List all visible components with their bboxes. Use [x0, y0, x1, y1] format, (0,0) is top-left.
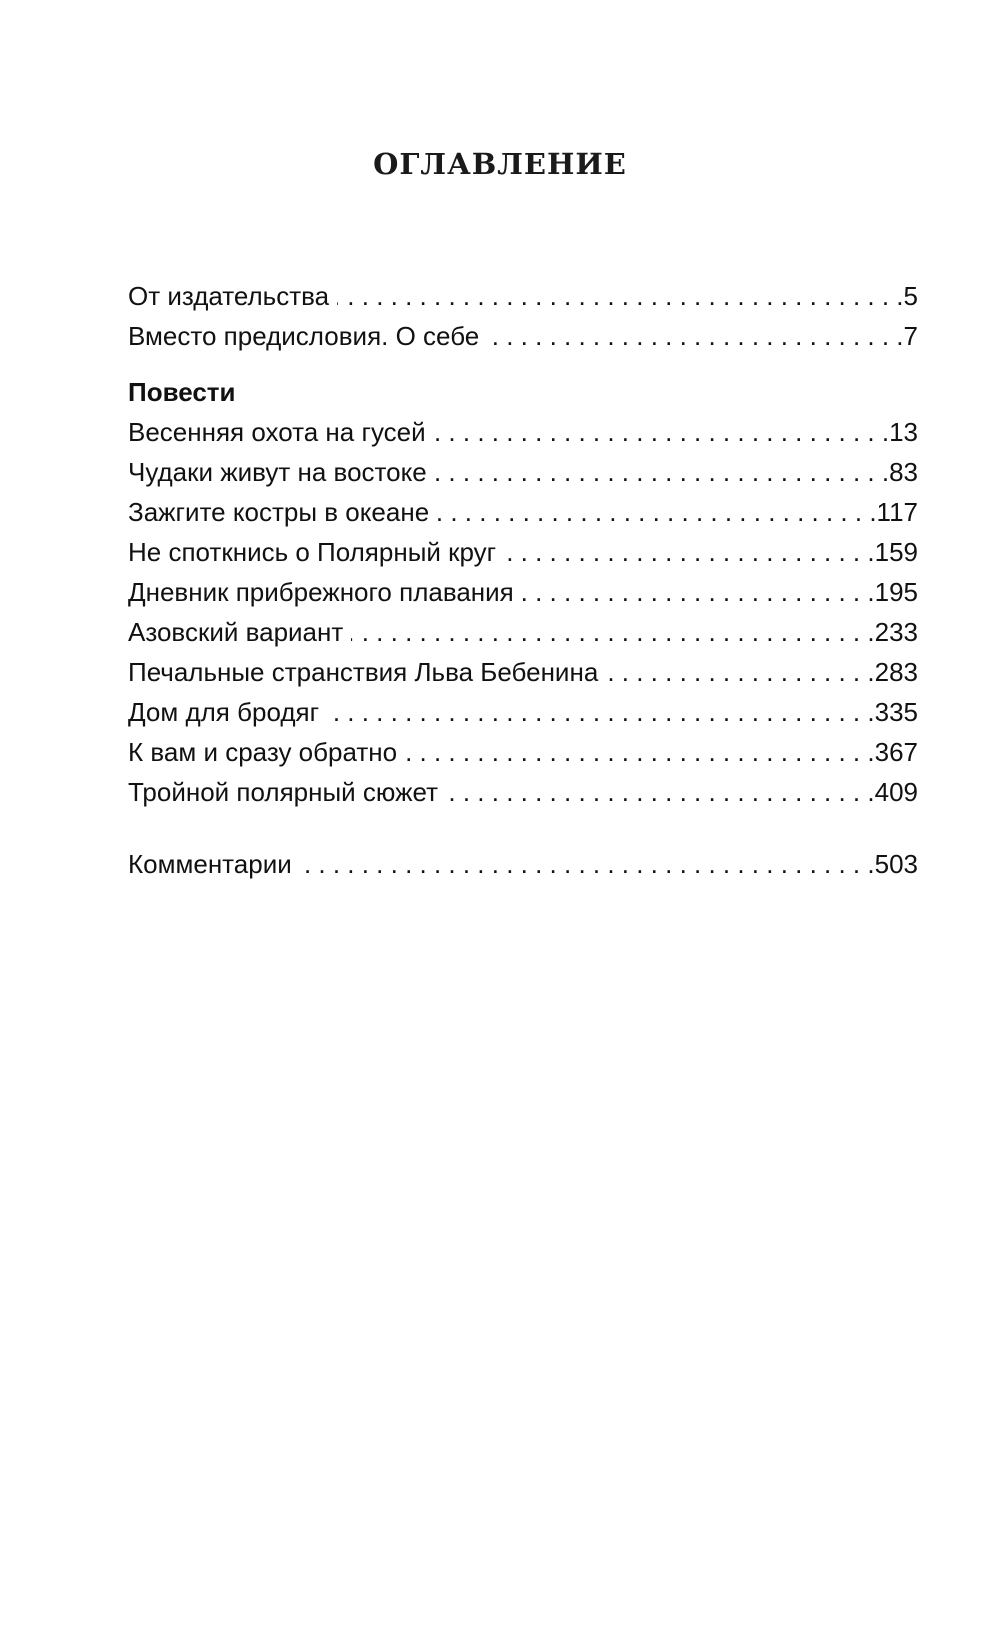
toc-entry-page: 13 [889, 417, 918, 447]
dot-leader [405, 732, 875, 772]
toc-entry[interactable] [128, 412, 918, 452]
toc-entry[interactable] [128, 612, 918, 652]
dot-leader [437, 492, 876, 532]
toc-entry-page: 159 [874, 537, 918, 567]
toc-entry-label: Комментарии [128, 849, 292, 879]
toc-entry-page: 335 [874, 697, 918, 727]
toc-entry-label: К вам и сразу обратно [128, 737, 398, 767]
toc-entry[interactable] [128, 652, 918, 692]
toc-entry-label: Тройной полярный сюжет [128, 777, 439, 807]
dot-leader [522, 572, 875, 612]
dot-leader [435, 452, 889, 492]
toc-entry-page: 83 [889, 457, 918, 487]
toc-entry-publisher-note[interactable] [128, 276, 918, 316]
dot-leader [434, 412, 889, 452]
toc-entry-page: 409 [874, 777, 918, 807]
toc-entry-label: Зажгите костры в океане [128, 497, 430, 527]
toc-entry-label: Дом для бродяг [128, 697, 320, 727]
toc-entry[interactable] [128, 492, 918, 532]
toc-entry-label: От издательства [128, 281, 330, 311]
toc-entry-page: 195 [874, 577, 918, 607]
toc-entry[interactable] [128, 772, 918, 812]
toc-entry-page: 283 [874, 657, 918, 687]
toc-entry-label: Азовский вариант [128, 617, 344, 647]
dot-leader [446, 772, 875, 812]
toc-entry-page: 117 [876, 497, 918, 527]
dot-leader [351, 612, 874, 652]
toc-entry-label: Не споткнись о Полярный круг [128, 537, 497, 567]
toc-entry-page: 367 [874, 737, 918, 767]
spacer [128, 812, 918, 844]
section-heading: Повести [128, 377, 236, 407]
toc-entry-page: 7 [903, 321, 918, 351]
toc-entry[interactable] [128, 692, 918, 732]
toc-entry-page: 233 [874, 617, 918, 647]
toc-entry-label: Печальные странствия Льва Бебенина [128, 657, 599, 687]
dot-leader [487, 316, 903, 356]
page-title: ОГЛАВЛЕНИЕ [373, 147, 627, 181]
toc-entry-page: 5 [903, 281, 918, 311]
dot-leader [504, 532, 874, 572]
toc-entry-comments[interactable] [128, 844, 918, 884]
toc-entry[interactable] [128, 452, 918, 492]
dot-leader [327, 692, 875, 732]
table-of-contents [128, 276, 918, 884]
toc-entry[interactable] [128, 732, 918, 772]
toc-entry-page: 503 [874, 849, 918, 879]
toc-entry-label: Весенняя охота на гусей [128, 417, 426, 447]
toc-entry[interactable] [128, 572, 918, 612]
toc-entry-preface[interactable] [128, 316, 918, 356]
dot-leader [337, 276, 903, 316]
toc-entry-label: Чудаки живут на востоке [128, 457, 427, 487]
dot-leader [606, 652, 874, 692]
dot-leader [300, 844, 875, 884]
toc-entry[interactable] [128, 532, 918, 572]
toc-entry-label: Дневник прибрежного плавания [128, 577, 514, 607]
toc-entry-label: Вместо предисловия. О себе [128, 321, 480, 351]
